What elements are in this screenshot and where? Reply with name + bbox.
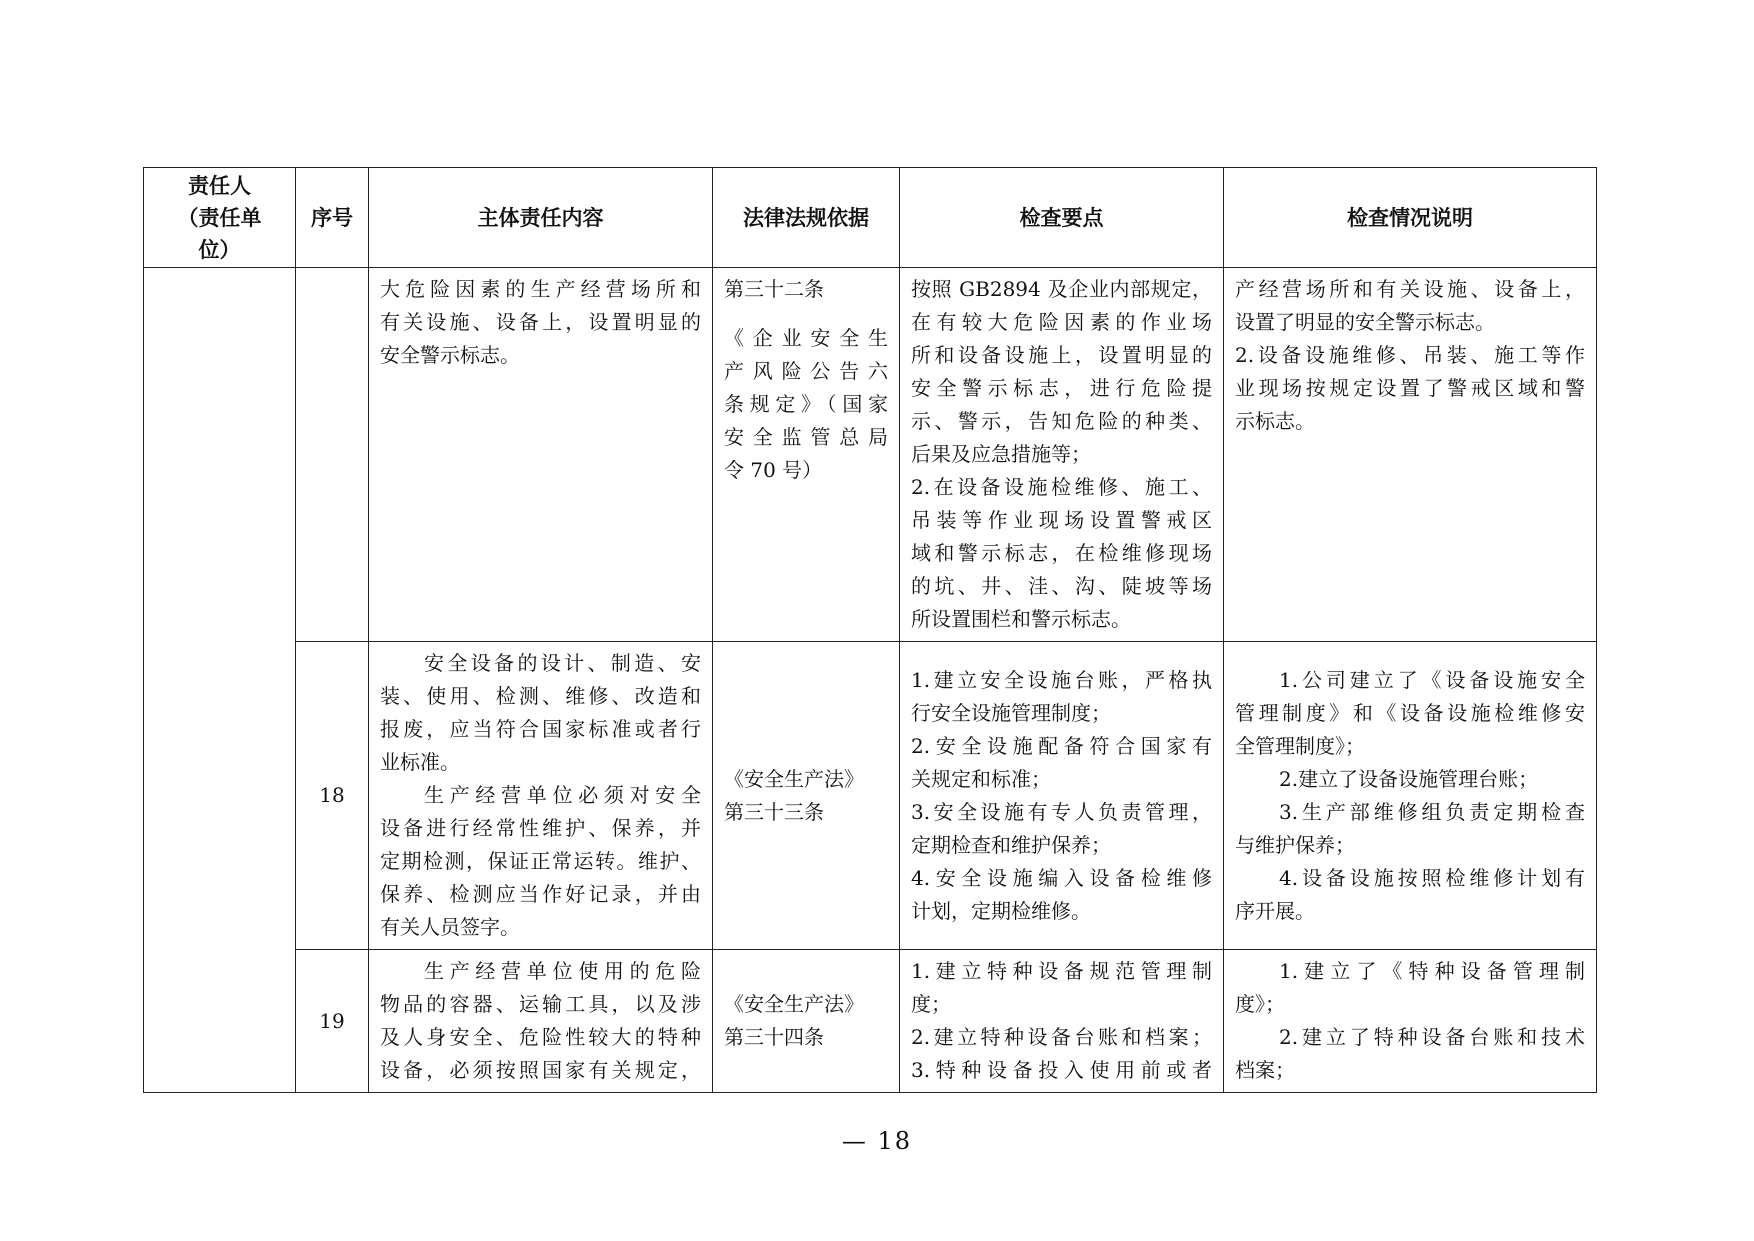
- content-line: 大危险因素的生产经营场所和: [380, 277, 701, 301]
- points-line: 2.在设备设施检维修、施工、: [911, 475, 1212, 499]
- content-line: 装、使用、检测、维修、改造和: [380, 684, 701, 708]
- header-seq: 序号: [296, 168, 369, 268]
- seq-cell: 19: [296, 950, 369, 1093]
- explanation-line: 2.建立了特种设备台账和技术: [1279, 1025, 1585, 1049]
- seq-cell: [296, 268, 369, 642]
- explanation-line: 序开展。: [1235, 899, 1315, 923]
- law-line: 令 70 号）: [724, 458, 823, 482]
- content-line: 定期检测，保证正常运转。维护、: [380, 849, 701, 873]
- points-line: 3.安全设施有专人负责管理，: [911, 800, 1212, 824]
- law-line: 《安全生产法》: [724, 992, 864, 1016]
- law-cell: [713, 642, 900, 950]
- law-line: 安全监管总局: [724, 425, 888, 449]
- header-points: 检查要点: [900, 168, 1224, 268]
- explanation-line: 全管理制度》；: [1235, 734, 1365, 758]
- header-responsible-line: 责任人: [188, 173, 251, 198]
- header-responsible-line: 位）: [198, 237, 241, 262]
- points-line: 行安全设施管理制度；: [911, 701, 1111, 725]
- explanation-line: 2.设备设施维修、吊装、施工等作: [1235, 343, 1585, 367]
- points-line: 后果及应急措施等；: [911, 442, 1091, 466]
- content-line: 及人身安全、危险性较大的特种: [380, 1025, 701, 1049]
- content-cell: [369, 950, 713, 1093]
- law-cell: [713, 268, 900, 642]
- explanation-line: 设置了明显的安全警示标志。: [1235, 310, 1495, 334]
- law-line: 《安全生产法》: [724, 766, 864, 791]
- law-line: 第三十二条: [724, 277, 824, 301]
- table-row: [144, 642, 1597, 950]
- content-line: 报废，应当符合国家标准或者行: [380, 717, 701, 741]
- points-line: 在有较大危险因素的作业场: [911, 310, 1212, 334]
- header-responsible-line: （责任单: [177, 205, 262, 230]
- responsible-cell: [144, 268, 296, 1093]
- explanation-line: 档案；: [1235, 1058, 1295, 1082]
- table-header: [144, 168, 1597, 268]
- header-content: 主体责任内容: [369, 168, 713, 268]
- points-line: 2.安全设施配备符合国家有: [911, 734, 1212, 758]
- explanation-line: 业现场按规定设置了警戒区域和警: [1235, 376, 1585, 400]
- explanation-line: 与维护保养；: [1235, 833, 1355, 857]
- points-line: 4.安全设施编入设备检维修: [911, 866, 1212, 890]
- points-cell: [900, 950, 1224, 1093]
- explanation-line: 2.建立了设备设施管理台账；: [1279, 767, 1539, 791]
- explanation-cell: [1224, 268, 1597, 642]
- content-line: 有关人员签字。: [380, 915, 520, 939]
- points-line: 吊装等作业现场设置警戒区: [911, 508, 1212, 532]
- points-cell: [900, 268, 1224, 642]
- law-line: 第三十四条: [724, 1025, 824, 1049]
- points-line: 所设置围栏和警示标志。: [911, 607, 1131, 631]
- points-line: 安全警示标志，进行危险提: [911, 376, 1212, 400]
- header-law: 法律法规依据: [713, 168, 900, 268]
- points-cell: [900, 642, 1224, 950]
- points-line: 所和设备设施上，设置明显的: [911, 343, 1212, 367]
- page-number: — 18: [841, 1127, 913, 1155]
- explanation-cell: [1224, 642, 1597, 950]
- law-line: 条规定》（国家: [724, 392, 888, 416]
- law-cell: [713, 950, 900, 1093]
- explanation-line: 1.公司建立了《设备设施安全: [1279, 668, 1585, 692]
- content-cell: [369, 268, 713, 642]
- points-line: 定期检查和维护保养；: [911, 833, 1111, 857]
- content-line: 物品的容器、运输工具，以及涉: [380, 992, 701, 1016]
- points-line: 度；: [911, 992, 951, 1016]
- content-line: 设备，必须按照国家有关规定，: [380, 1058, 701, 1082]
- points-line: 关规定和标准；: [911, 767, 1051, 791]
- explanation-cell: [1224, 950, 1597, 1093]
- points-line: 的坑、井、洼、沟、陡坡等场: [911, 574, 1212, 598]
- content-line: 生产经营单位必须对安全: [424, 783, 701, 807]
- explanation-line: 4.设备设施按照检维修计划有: [1279, 866, 1585, 890]
- table-row: [144, 950, 1597, 1093]
- content-line: 设备进行经常性维护、保养，并: [380, 816, 701, 840]
- inspection-table: [143, 167, 1597, 1093]
- points-line: 计划，定期检维修。: [911, 899, 1091, 923]
- law-line: 《企业安全生: [724, 326, 888, 350]
- explanation-line: 产经营场所和有关设施、设备上，: [1235, 277, 1585, 301]
- explanation-line: 管理制度》和《设备设施检维修安: [1235, 701, 1585, 725]
- seq-cell: 18: [296, 642, 369, 950]
- law-spacer: [724, 306, 888, 322]
- law-line: 产风险公告六: [724, 359, 888, 383]
- points-line: 域和警示标志，在检维修现场: [911, 541, 1212, 565]
- points-line: 3.特种设备投入使用前或者: [911, 1058, 1212, 1082]
- explanation-line: 1.建立了《特种设备管理制: [1279, 959, 1585, 983]
- content-line: 生产经营单位使用的危险: [424, 959, 701, 983]
- content-line: 业标准。: [380, 750, 460, 774]
- points-line: 按照 GB2894 及企业内部规定，: [911, 277, 1212, 301]
- table-row: [144, 268, 1597, 642]
- header-responsible: [144, 168, 296, 268]
- content-line: 有关设施、设备上，设置明显的: [380, 310, 701, 334]
- points-line: 1.建立特种设备规范管理制: [911, 959, 1212, 983]
- points-line: 2.建立特种设备台账和档案；: [911, 1025, 1212, 1049]
- explanation-line: 示标志。: [1235, 409, 1315, 433]
- explanation-line: 3.生产部维修组负责定期检查: [1279, 800, 1585, 824]
- table-body: [144, 268, 1597, 1093]
- header-explanation: 检查情况说明: [1224, 168, 1597, 268]
- content-cell: [369, 642, 713, 950]
- explanation-line: 度》；: [1235, 992, 1285, 1016]
- points-line: 1.建立安全设施台账，严格执: [911, 668, 1212, 692]
- content-line: 保养、检测应当作好记录，并由: [380, 882, 701, 906]
- content-line: 安全设备的设计、制造、安: [424, 651, 701, 675]
- law-line: 第三十三条: [724, 799, 824, 824]
- points-line: 示、警示，告知危险的种类、: [911, 409, 1212, 433]
- content-line: 安全警示标志。: [380, 343, 520, 367]
